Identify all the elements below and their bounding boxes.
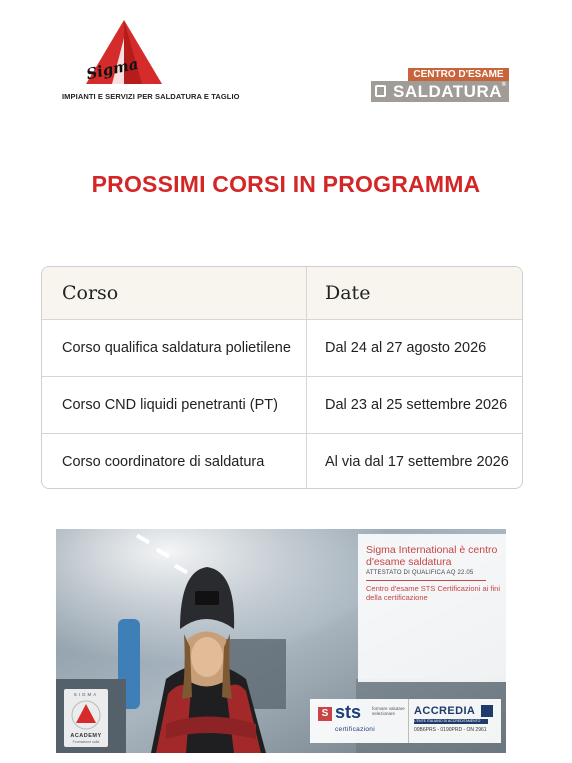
table-row [42,433,522,489]
accredia-logo [408,699,501,743]
table-header-row [42,267,522,319]
sigma-academy-logo [64,689,108,747]
logo-word: Sigma [84,54,140,84]
course-name: Corso CND liquidi penetranti (PT) [62,397,278,413]
course-date: Dal 24 al 27 agosto 2026 [325,340,487,356]
banner-subheading: ATTESTATO DI QUALIFICA AQ 22.05 [366,570,474,576]
course-date: Dal 23 al 25 settembre 2026 [325,397,508,413]
banner-heading: Sigma International è centro d'esame saldatura [366,544,498,568]
sts-word: sts [335,702,362,722]
badge-top-label: CENTRO D'ESAME [408,68,509,81]
sts-mark-icon: S [318,707,332,721]
column-header-date: Date [325,282,371,304]
registered-mark: ® [501,82,506,88]
sigma-logo [62,18,240,104]
sts-logo [310,699,408,743]
banner-paragraph: Centro d'esame STS Certificazioni ai fini della certificazione [366,584,500,602]
page-title: PROSSIMI CORSI IN PROGRAMMA [91,171,481,197]
table-row [42,376,522,433]
accredia-word: ACCREDIA [414,705,476,717]
badge-bottom-label: SALDATURA [393,82,503,101]
sts-certificazioni: certificazioni [335,726,375,733]
divider [366,580,486,581]
course-name: Corso coordinatore di saldatura [62,454,265,470]
accredia-mark-icon [481,705,493,717]
badge-bottom-strip [371,81,509,102]
academy-sigma-label: SIGMA [73,692,99,697]
logo-tagline: IMPIANTI E SERVIZI PER SALDATURA E TAGLIO [62,92,240,101]
course-date: Al via dal 17 settembre 2026 [325,454,509,470]
exam-center-overlay [358,534,506,682]
accredia-subtitle: L'ENTE ITALIANO DI ACCREDITAMENTO [414,719,488,724]
mask-icon [375,85,386,97]
sts-tagline: formare valutare selezionare [372,706,405,716]
course-name: Corso qualifica saldatura polietilene [62,340,291,356]
courses-table [41,266,523,489]
academy-tagline: Formazione sulla [72,740,100,744]
column-header-corso: Corso [42,267,307,319]
table-row [42,319,522,376]
academy-word: ACADEMY [70,733,102,739]
promo-banner [56,529,506,753]
exam-center-badge [371,68,509,102]
accredia-codes: 00B6PRS - 0190PRD - ON 2961 [414,727,487,733]
